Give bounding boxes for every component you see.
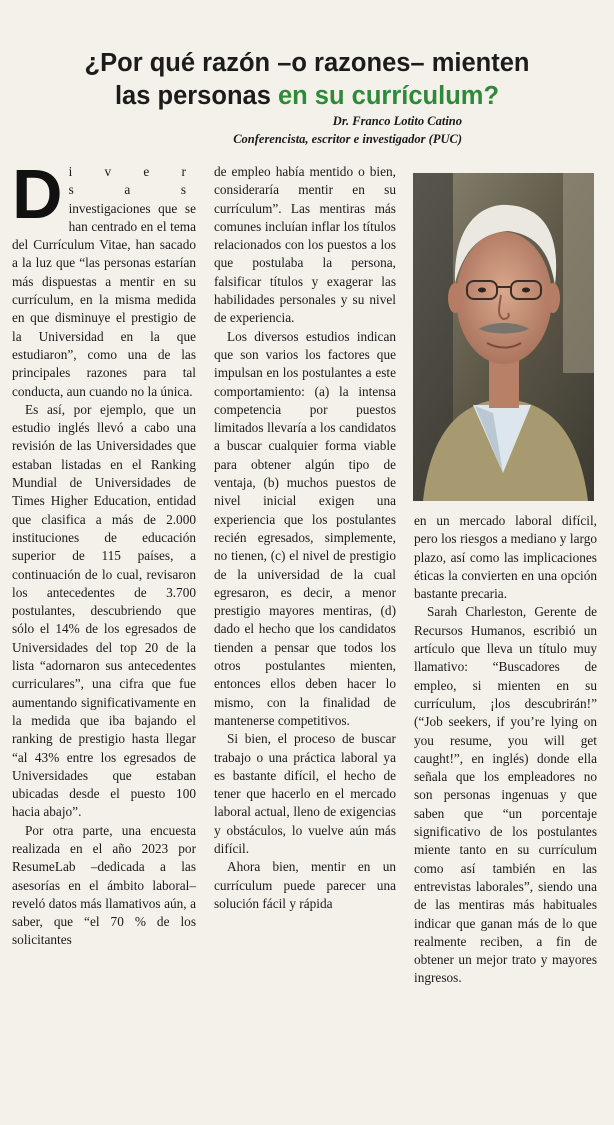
byline (233, 112, 462, 148)
headline-line-1: ¿Por qué razón –o razones– mienten (84, 49, 530, 78)
paragraph-3-continued: de empleo había mentido o bien, consideraría mentir en su currículum”. Las mentiras más comunes incluían inflar los títulos relacionados con los puestos a los que postulaba la persona, falsificar títulos y exagerar las habilidades personales y su nivel de experiencia. (214, 164, 396, 326)
drop-cap: D (12, 155, 63, 233)
paragraph-6: Ahora bien, mentir en un currículum puede parecer una solución fácil y rápida (214, 859, 396, 911)
author-role: Conferencista, escritor e investigador (PUC) (233, 132, 462, 146)
paragraph-6-continued: en un mercado laboral difícil, pero los riesgos a mediano y largo plazo, así como las implicaciones éticas la convierten en una opción bastante precaria. (414, 513, 597, 602)
article-column-2 (214, 163, 396, 913)
paragraph-3: Por otra parte, una encuesta realizada en el año 2023 por ResumeLab –dedicada a las asesorías en el ámbito laboral– reveló datos más llamativos aún, a saber, que “el 70 % de los solicitantes (12, 822, 196, 948)
headline-line-2-black: las personas (114, 82, 278, 111)
paragraph-1-spaced-lead: i v e r s a s (68, 164, 196, 198)
author-name: Dr. Franco Lotito Catino (332, 114, 462, 128)
paragraph-1-text: investigaciones que se han centrado en el tema del Currículum Vitae, han sacado a la luz que “las personas estarían más dispuestas a mentir en su currículum, en la misma medida en que disminuye el prestigio de la Universidad en la que estudiaron”, como una de las principales razones para tal conducta, aun cuando no la única. (12, 200, 196, 399)
portrait-photo-icon (413, 173, 594, 501)
article-headline (0, 47, 614, 113)
paragraph-2: Es así, por ejemplo, que un estudio inglés llevó a cabo una revisión de las Universidades que estaban listadas en el Ranking Mundial de Universidades de Times Higher Education, entidad que clasifica a más de 2.000 instituciones de educación superior de 115 países, a continuación de lo cual, revisaron los antecedentes de 3.700 postulantes, descubriendo que sólo el 14% de los egresados de Universidades del top 20 de la lista “adornaron sus antecedentes curriculares”, una cifra que fue aumentando significativamente en la medida que iba bajando el ranking de prestigio hasta llegar “al 43% entre los egresados de Universidades que estaban ubicadas desde el puesto 100 hacia abajo”. (12, 401, 196, 820)
author-photo (413, 173, 594, 501)
article-column-3 (414, 512, 597, 988)
paragraph-7: Sarah Charleston, Gerente de Recursos Humanos, escribió un artículo que lleva un título muy llamativo: “Buscadores de empleo, si mienten en su currículum, ¡los descubrirán!” (“Job seekers, if you’re lying on you resume, you will get caught!”, en inglés) donde ella señala que los empleadores no son personas ingenuas y que saben que “un porcentaje significativo de los postulantes miente tanto en su currículum como así también en las entrevistas laborales”, siendo una de las mentiras más habituales indicar que ganan más de lo que realmente reciben, a fin de obtener un mejor trato y mayores ingresos. (414, 604, 597, 986)
article-column-1 (12, 155, 196, 950)
paragraph-5: Si bien, el proceso de buscar trabajo o una práctica laboral ya es bastante difícil, el hecho de tener que hacerlo en el mercado laboral actual, lleno de exigencias y obstáculos, lo vuelve aún más difícil. (214, 731, 396, 856)
paragraph-1 (12, 155, 196, 401)
paragraph-4: Los diversos estudios indican que son varios los factores que impulsan en los postulantes a este comportamiento: (a) la intensa competencia por puestos limitados llevaría a los candidatos a buscar cualquier forma viable para obtener algún tipo de ventaja, (b) muchos puestos de nivel inicial exigen una experiencia que los postulantes recién egresados, simplemente, no tienen, (c) el nivel de prestigio de la universidad de la cual egresaron, es decir, a menor prestigio mayores mentiras, (d) dado el hecho que los candidatos tienden a pensar que todos los otros postulantes mienten, entonces ellos deben hacer lo mismo, con la finalidad de mantenerse competitivos. (214, 328, 396, 728)
headline-line-2-green: en su currículum? (277, 82, 500, 111)
